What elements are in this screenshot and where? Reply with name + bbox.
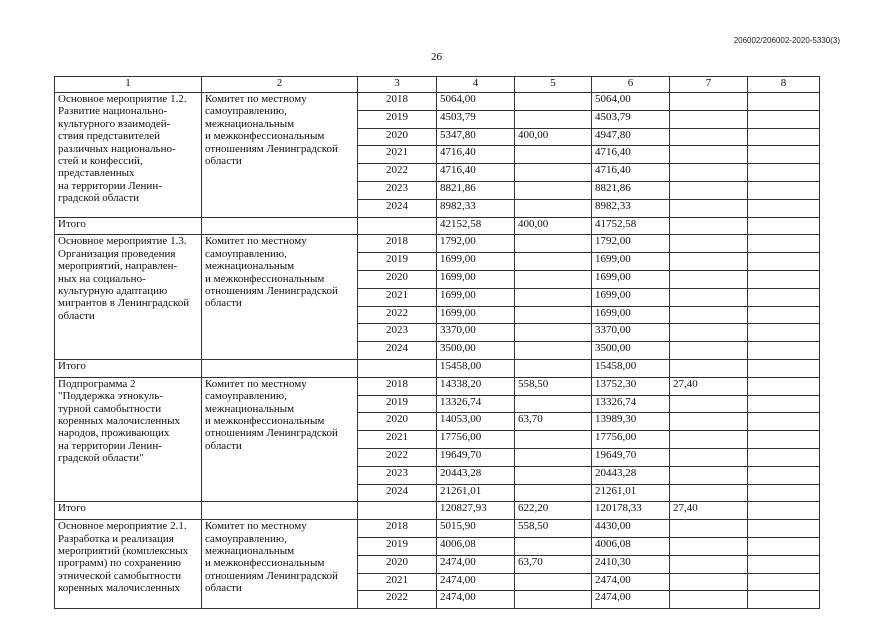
year-cell: 2022 <box>358 591 437 609</box>
amount-cell-c7 <box>670 324 748 342</box>
amount-cell-c7 <box>670 555 748 573</box>
activity-title-cell <box>55 377 202 502</box>
executor-line: Комитет по местному <box>205 93 307 105</box>
executor-line: отношениям Ленинградской <box>205 142 338 155</box>
amount-cell-c6: 2410,30 <box>592 555 670 573</box>
total-amount-cell-c8 <box>748 502 820 520</box>
header-cell: 8 <box>748 77 820 93</box>
year-cell: 2019 <box>358 395 437 413</box>
amount-cell-c5 <box>515 164 592 182</box>
amount-cell-c6: 2474,00 <box>592 573 670 591</box>
amount-cell-c4: 1699,00 <box>437 306 515 324</box>
total-amount-cell-c4: 120827,93 <box>437 502 515 520</box>
amount-cell-c5 <box>515 235 592 253</box>
activity-title-line: турной самобытности <box>58 402 162 415</box>
amount-cell-c6: 19649,70 <box>592 448 670 466</box>
amount-cell-c7 <box>670 235 748 253</box>
executor-line: Комитет по местному <box>205 377 307 390</box>
amount-cell-c8 <box>748 342 820 360</box>
activity-title-line: на территории Ленин- <box>58 179 162 192</box>
amount-cell-c5 <box>515 306 592 324</box>
amount-cell-c7 <box>670 413 748 431</box>
executor-line: Комитет по местному <box>205 235 307 248</box>
amount-cell-c4: 14338,20 <box>437 377 515 395</box>
header-cell: 7 <box>670 77 748 93</box>
amount-cell-c5 <box>515 270 592 288</box>
amount-cell-c7 <box>670 395 748 413</box>
amount-cell-c6: 13752,30 <box>592 377 670 395</box>
total-amount-cell-c5 <box>515 359 592 377</box>
amount-cell-c6: 5064,00 <box>592 93 670 111</box>
amount-cell-c8 <box>748 181 820 199</box>
activity-title-line: народов, проживающих <box>58 427 170 440</box>
amount-cell-c5 <box>515 342 592 360</box>
page-number: 26 <box>431 51 442 63</box>
amount-cell-c4: 2474,00 <box>437 555 515 573</box>
amount-cell-c6: 13326,74 <box>592 395 670 413</box>
amount-cell-c8 <box>748 324 820 342</box>
header-cell: 6 <box>592 77 670 93</box>
amount-cell-c5 <box>515 591 592 609</box>
executor-line: области <box>205 297 242 310</box>
total-empty-cell <box>358 502 437 520</box>
activity-title-line: культурного взаимодей- <box>58 117 171 130</box>
year-cell: 2023 <box>358 324 437 342</box>
activity-title-line: области <box>58 309 95 322</box>
executor-line: и межконфессиональным <box>205 130 325 143</box>
amount-cell-c5 <box>515 395 592 413</box>
executor-line: отношениям Ленинградской <box>205 427 338 440</box>
amount-cell-c5 <box>515 199 592 217</box>
document-code: 206002/206002-2020-5330(3) <box>733 36 840 45</box>
year-cell: 2019 <box>358 110 437 128</box>
amount-cell-c5 <box>515 466 592 484</box>
executor-line: области <box>205 155 242 168</box>
amount-cell-c8 <box>748 270 820 288</box>
amount-cell-c7 <box>670 448 748 466</box>
amount-cell-c6: 1699,00 <box>592 253 670 271</box>
amount-cell-c4: 4503,79 <box>437 110 515 128</box>
activity-title-cell <box>55 93 202 218</box>
amount-cell-c7 <box>670 181 748 199</box>
amount-cell-c7 <box>670 128 748 146</box>
activity-title-cell <box>55 235 202 360</box>
amount-cell-c5 <box>515 146 592 164</box>
amount-cell-c8 <box>748 448 820 466</box>
activity-title-line: Основное мероприятие 1.2. <box>58 93 187 105</box>
activity-title-line: представленных <box>58 167 135 180</box>
amount-cell-c8 <box>748 164 820 182</box>
amount-cell-c4: 14053,00 <box>437 413 515 431</box>
amount-cell-c6: 3500,00 <box>592 342 670 360</box>
executor-line: самоуправлению, <box>205 390 287 403</box>
year-cell: 2018 <box>358 377 437 395</box>
amount-cell-c7 <box>670 573 748 591</box>
budget-table <box>54 76 820 609</box>
table-row <box>55 93 820 111</box>
table-body <box>55 77 820 609</box>
amount-cell-c5 <box>515 110 592 128</box>
amount-cell-c8 <box>748 555 820 573</box>
total-amount-cell-c6: 120178,33 <box>592 502 670 520</box>
amount-cell-c8 <box>748 235 820 253</box>
amount-cell-c7 <box>670 270 748 288</box>
amount-cell-c5 <box>515 537 592 555</box>
year-cell: 2018 <box>358 93 437 111</box>
activity-title-line: Организация проведения <box>58 247 176 260</box>
amount-cell-c4: 19649,70 <box>437 448 515 466</box>
amount-cell-c4: 5347,80 <box>437 128 515 146</box>
activity-title-line: градской области <box>58 192 140 205</box>
amount-cell-c4: 2474,00 <box>437 591 515 609</box>
total-amount-cell-c8 <box>748 217 820 235</box>
activity-title-line: мероприятий (комплексных <box>58 544 189 557</box>
amount-cell-c4: 4716,40 <box>437 164 515 182</box>
activity-title-line: этнической самобытности <box>58 569 182 582</box>
total-empty-cell <box>358 217 437 235</box>
total-row <box>55 359 820 377</box>
amount-cell-c8 <box>748 128 820 146</box>
executor-cell <box>202 377 358 502</box>
year-cell: 2021 <box>358 573 437 591</box>
header-cell: 5 <box>515 77 592 93</box>
total-amount-cell-c6: 41752,58 <box>592 217 670 235</box>
amount-cell-c5 <box>515 484 592 502</box>
amount-cell-c5 <box>515 431 592 449</box>
amount-cell-c7 <box>670 537 748 555</box>
executor-line: межнациональным <box>205 260 295 273</box>
amount-cell-c4: 21261,01 <box>437 484 515 502</box>
year-cell: 2024 <box>358 199 437 217</box>
total-amount-cell-c4: 15458,00 <box>437 359 515 377</box>
amount-cell-c4: 1699,00 <box>437 288 515 306</box>
amount-cell-c6: 1699,00 <box>592 270 670 288</box>
table-row <box>55 235 820 253</box>
amount-cell-c6: 2474,00 <box>592 591 670 609</box>
amount-cell-c8 <box>748 377 820 395</box>
total-empty-cell <box>202 217 358 235</box>
executor-line: области <box>205 582 242 595</box>
amount-cell-c6: 1792,00 <box>592 235 670 253</box>
amount-cell-c4: 3500,00 <box>437 342 515 360</box>
header-cell: 3 <box>358 77 437 93</box>
amount-cell-c4: 1792,00 <box>437 235 515 253</box>
amount-cell-c4: 4716,40 <box>437 146 515 164</box>
amount-cell-c5: 400,00 <box>515 128 592 146</box>
year-cell: 2020 <box>358 128 437 146</box>
amount-cell-c8 <box>748 306 820 324</box>
total-empty-cell <box>358 359 437 377</box>
activity-title-line: ствия представителей <box>58 130 161 143</box>
year-cell: 2020 <box>358 413 437 431</box>
amount-cell-c4: 13326,74 <box>437 395 515 413</box>
year-cell: 2022 <box>358 164 437 182</box>
table-row <box>55 520 820 538</box>
activity-title-line: на территории Ленин- <box>58 439 162 452</box>
executor-cell <box>202 93 358 218</box>
total-amount-cell-c5: 622,20 <box>515 502 592 520</box>
amount-cell-c7 <box>670 199 748 217</box>
total-label-cell: Итого <box>55 502 202 520</box>
amount-cell-c8 <box>748 395 820 413</box>
amount-cell-c5 <box>515 573 592 591</box>
amount-cell-c7 <box>670 164 748 182</box>
amount-cell-c4: 5015,90 <box>437 520 515 538</box>
amount-cell-c8 <box>748 520 820 538</box>
header-cell: 1 <box>55 77 202 93</box>
amount-cell-c8 <box>748 146 820 164</box>
amount-cell-c4: 3370,00 <box>437 324 515 342</box>
amount-cell-c5 <box>515 324 592 342</box>
amount-cell-c7 <box>670 342 748 360</box>
amount-cell-c8 <box>748 431 820 449</box>
amount-cell-c7: 27,40 <box>670 377 748 395</box>
executor-line: межнациональным <box>205 544 295 557</box>
executor-cell <box>202 520 358 609</box>
amount-cell-c8 <box>748 93 820 111</box>
year-cell: 2019 <box>358 537 437 555</box>
activity-title-line: Подпрограмма 2 <box>58 377 136 390</box>
activity-title-line: градской области" <box>58 452 144 465</box>
year-cell: 2018 <box>358 235 437 253</box>
header-cell: 4 <box>437 77 515 93</box>
year-cell: 2020 <box>358 270 437 288</box>
amount-cell-c6: 4716,40 <box>592 146 670 164</box>
year-cell: 2023 <box>358 181 437 199</box>
amount-cell-c4: 4006,08 <box>437 537 515 555</box>
amount-cell-c7 <box>670 520 748 538</box>
executor-line: и межконфессиональным <box>205 557 325 570</box>
table-row <box>55 377 820 395</box>
amount-cell-c6: 4006,08 <box>592 537 670 555</box>
amount-cell-c7 <box>670 431 748 449</box>
amount-cell-c8 <box>748 110 820 128</box>
amount-cell-c6: 4430,00 <box>592 520 670 538</box>
amount-cell-c6: 4503,79 <box>592 110 670 128</box>
amount-cell-c6: 21261,01 <box>592 484 670 502</box>
amount-cell-c7 <box>670 253 748 271</box>
amount-cell-c7 <box>670 466 748 484</box>
executor-line: и межконфессиональным <box>205 414 325 427</box>
amount-cell-c4: 1699,00 <box>437 270 515 288</box>
year-cell: 2019 <box>358 253 437 271</box>
activity-title-line: Основное мероприятие 1.3. <box>58 235 187 248</box>
header-row <box>55 77 820 93</box>
executor-line: самоуправлению, <box>205 247 287 260</box>
executor-line: межнациональным <box>205 117 295 130</box>
executor-line: области <box>205 439 242 452</box>
amount-cell-c7 <box>670 93 748 111</box>
total-amount-cell-c7: 27,40 <box>670 502 748 520</box>
activity-title-line: стей и конфессий, <box>58 155 143 168</box>
executor-line: отношениям Ленинградской <box>205 569 338 582</box>
amount-cell-c6: 13989,30 <box>592 413 670 431</box>
total-amount-cell-c6: 15458,00 <box>592 359 670 377</box>
amount-cell-c7 <box>670 591 748 609</box>
total-empty-cell <box>202 359 358 377</box>
amount-cell-c8 <box>748 253 820 271</box>
amount-cell-c5: 558,50 <box>515 520 592 538</box>
activity-title-line: ных на социально- <box>58 272 146 285</box>
activity-title-line: Разработка и реализация <box>58 532 174 545</box>
total-amount-cell-c8 <box>748 359 820 377</box>
total-amount-cell-c7 <box>670 359 748 377</box>
executor-cell <box>202 235 358 360</box>
amount-cell-c5: 558,50 <box>515 377 592 395</box>
total-row <box>55 502 820 520</box>
amount-cell-c6: 4947,80 <box>592 128 670 146</box>
total-row <box>55 217 820 235</box>
activity-title-line: коренных малочисленных <box>58 414 180 427</box>
activity-title-line: Развитие национально- <box>58 105 168 118</box>
executor-line: отношениям Ленинградской <box>205 285 338 297</box>
activity-title-line: мероприятий, направлен- <box>58 260 178 273</box>
total-label-cell: Итого <box>55 217 202 235</box>
total-amount-cell-c5: 400,00 <box>515 217 592 235</box>
executor-line: межнациональным <box>205 402 295 415</box>
amount-cell-c4: 8982,33 <box>437 199 515 217</box>
amount-cell-c6: 4716,40 <box>592 164 670 182</box>
amount-cell-c8 <box>748 288 820 306</box>
amount-cell-c6: 17756,00 <box>592 431 670 449</box>
activity-title-line: коренных малочисленных <box>58 582 180 595</box>
amount-cell-c6: 8821,86 <box>592 181 670 199</box>
amount-cell-c8 <box>748 537 820 555</box>
amount-cell-c7 <box>670 306 748 324</box>
activity-title-line: мигрантов в Ленинградской <box>58 297 190 310</box>
amount-cell-c8 <box>748 413 820 431</box>
amount-cell-c4: 8821,86 <box>437 181 515 199</box>
amount-cell-c5 <box>515 288 592 306</box>
executor-line: и межконфессиональным <box>205 272 325 285</box>
header-cell: 2 <box>202 77 358 93</box>
year-cell: 2021 <box>358 146 437 164</box>
activity-title-line: Основное мероприятие 2.1. <box>58 520 187 533</box>
amount-cell-c4: 17756,00 <box>437 431 515 449</box>
activity-title-line: программ) по сохранению <box>58 557 182 570</box>
activity-title-line: различных национально- <box>58 142 176 155</box>
amount-cell-c7 <box>670 146 748 164</box>
amount-cell-c5 <box>515 253 592 271</box>
amount-cell-c6: 1699,00 <box>592 306 670 324</box>
executor-line: самоуправлению, <box>205 532 287 545</box>
year-cell: 2024 <box>358 342 437 360</box>
activity-title-line: культурную адаптацию <box>58 285 168 297</box>
amount-cell-c5: 63,70 <box>515 413 592 431</box>
amount-cell-c8 <box>748 199 820 217</box>
activity-title-cell <box>55 520 202 609</box>
activity-title-line: "Поддержка этнокуль- <box>58 390 163 403</box>
amount-cell-c6: 20443,28 <box>592 466 670 484</box>
amount-cell-c7 <box>670 288 748 306</box>
amount-cell-c4: 1699,00 <box>437 253 515 271</box>
total-empty-cell <box>202 502 358 520</box>
year-cell: 2018 <box>358 520 437 538</box>
year-cell: 2023 <box>358 466 437 484</box>
amount-cell-c4: 5064,00 <box>437 93 515 111</box>
amount-cell-c6: 8982,33 <box>592 199 670 217</box>
amount-cell-c5 <box>515 93 592 111</box>
amount-cell-c8 <box>748 466 820 484</box>
year-cell: 2020 <box>358 555 437 573</box>
amount-cell-c4: 2474,00 <box>437 573 515 591</box>
year-cell: 2021 <box>358 431 437 449</box>
year-cell: 2021 <box>358 288 437 306</box>
amount-cell-c8 <box>748 573 820 591</box>
total-amount-cell-c7 <box>670 217 748 235</box>
amount-cell-c7 <box>670 110 748 128</box>
executor-line: Комитет по местному <box>205 520 307 533</box>
amount-cell-c4: 20443,28 <box>437 466 515 484</box>
amount-cell-c6: 1699,00 <box>592 288 670 306</box>
year-cell: 2022 <box>358 448 437 466</box>
year-cell: 2022 <box>358 306 437 324</box>
total-label-cell: Итого <box>55 359 202 377</box>
amount-cell-c5 <box>515 181 592 199</box>
amount-cell-c6: 3370,00 <box>592 324 670 342</box>
year-cell: 2024 <box>358 484 437 502</box>
total-amount-cell-c4: 42152,58 <box>437 217 515 235</box>
amount-cell-c8 <box>748 484 820 502</box>
amount-cell-c5: 63,70 <box>515 555 592 573</box>
amount-cell-c7 <box>670 484 748 502</box>
executor-line: самоуправлению, <box>205 105 287 118</box>
amount-cell-c5 <box>515 448 592 466</box>
amount-cell-c8 <box>748 591 820 609</box>
